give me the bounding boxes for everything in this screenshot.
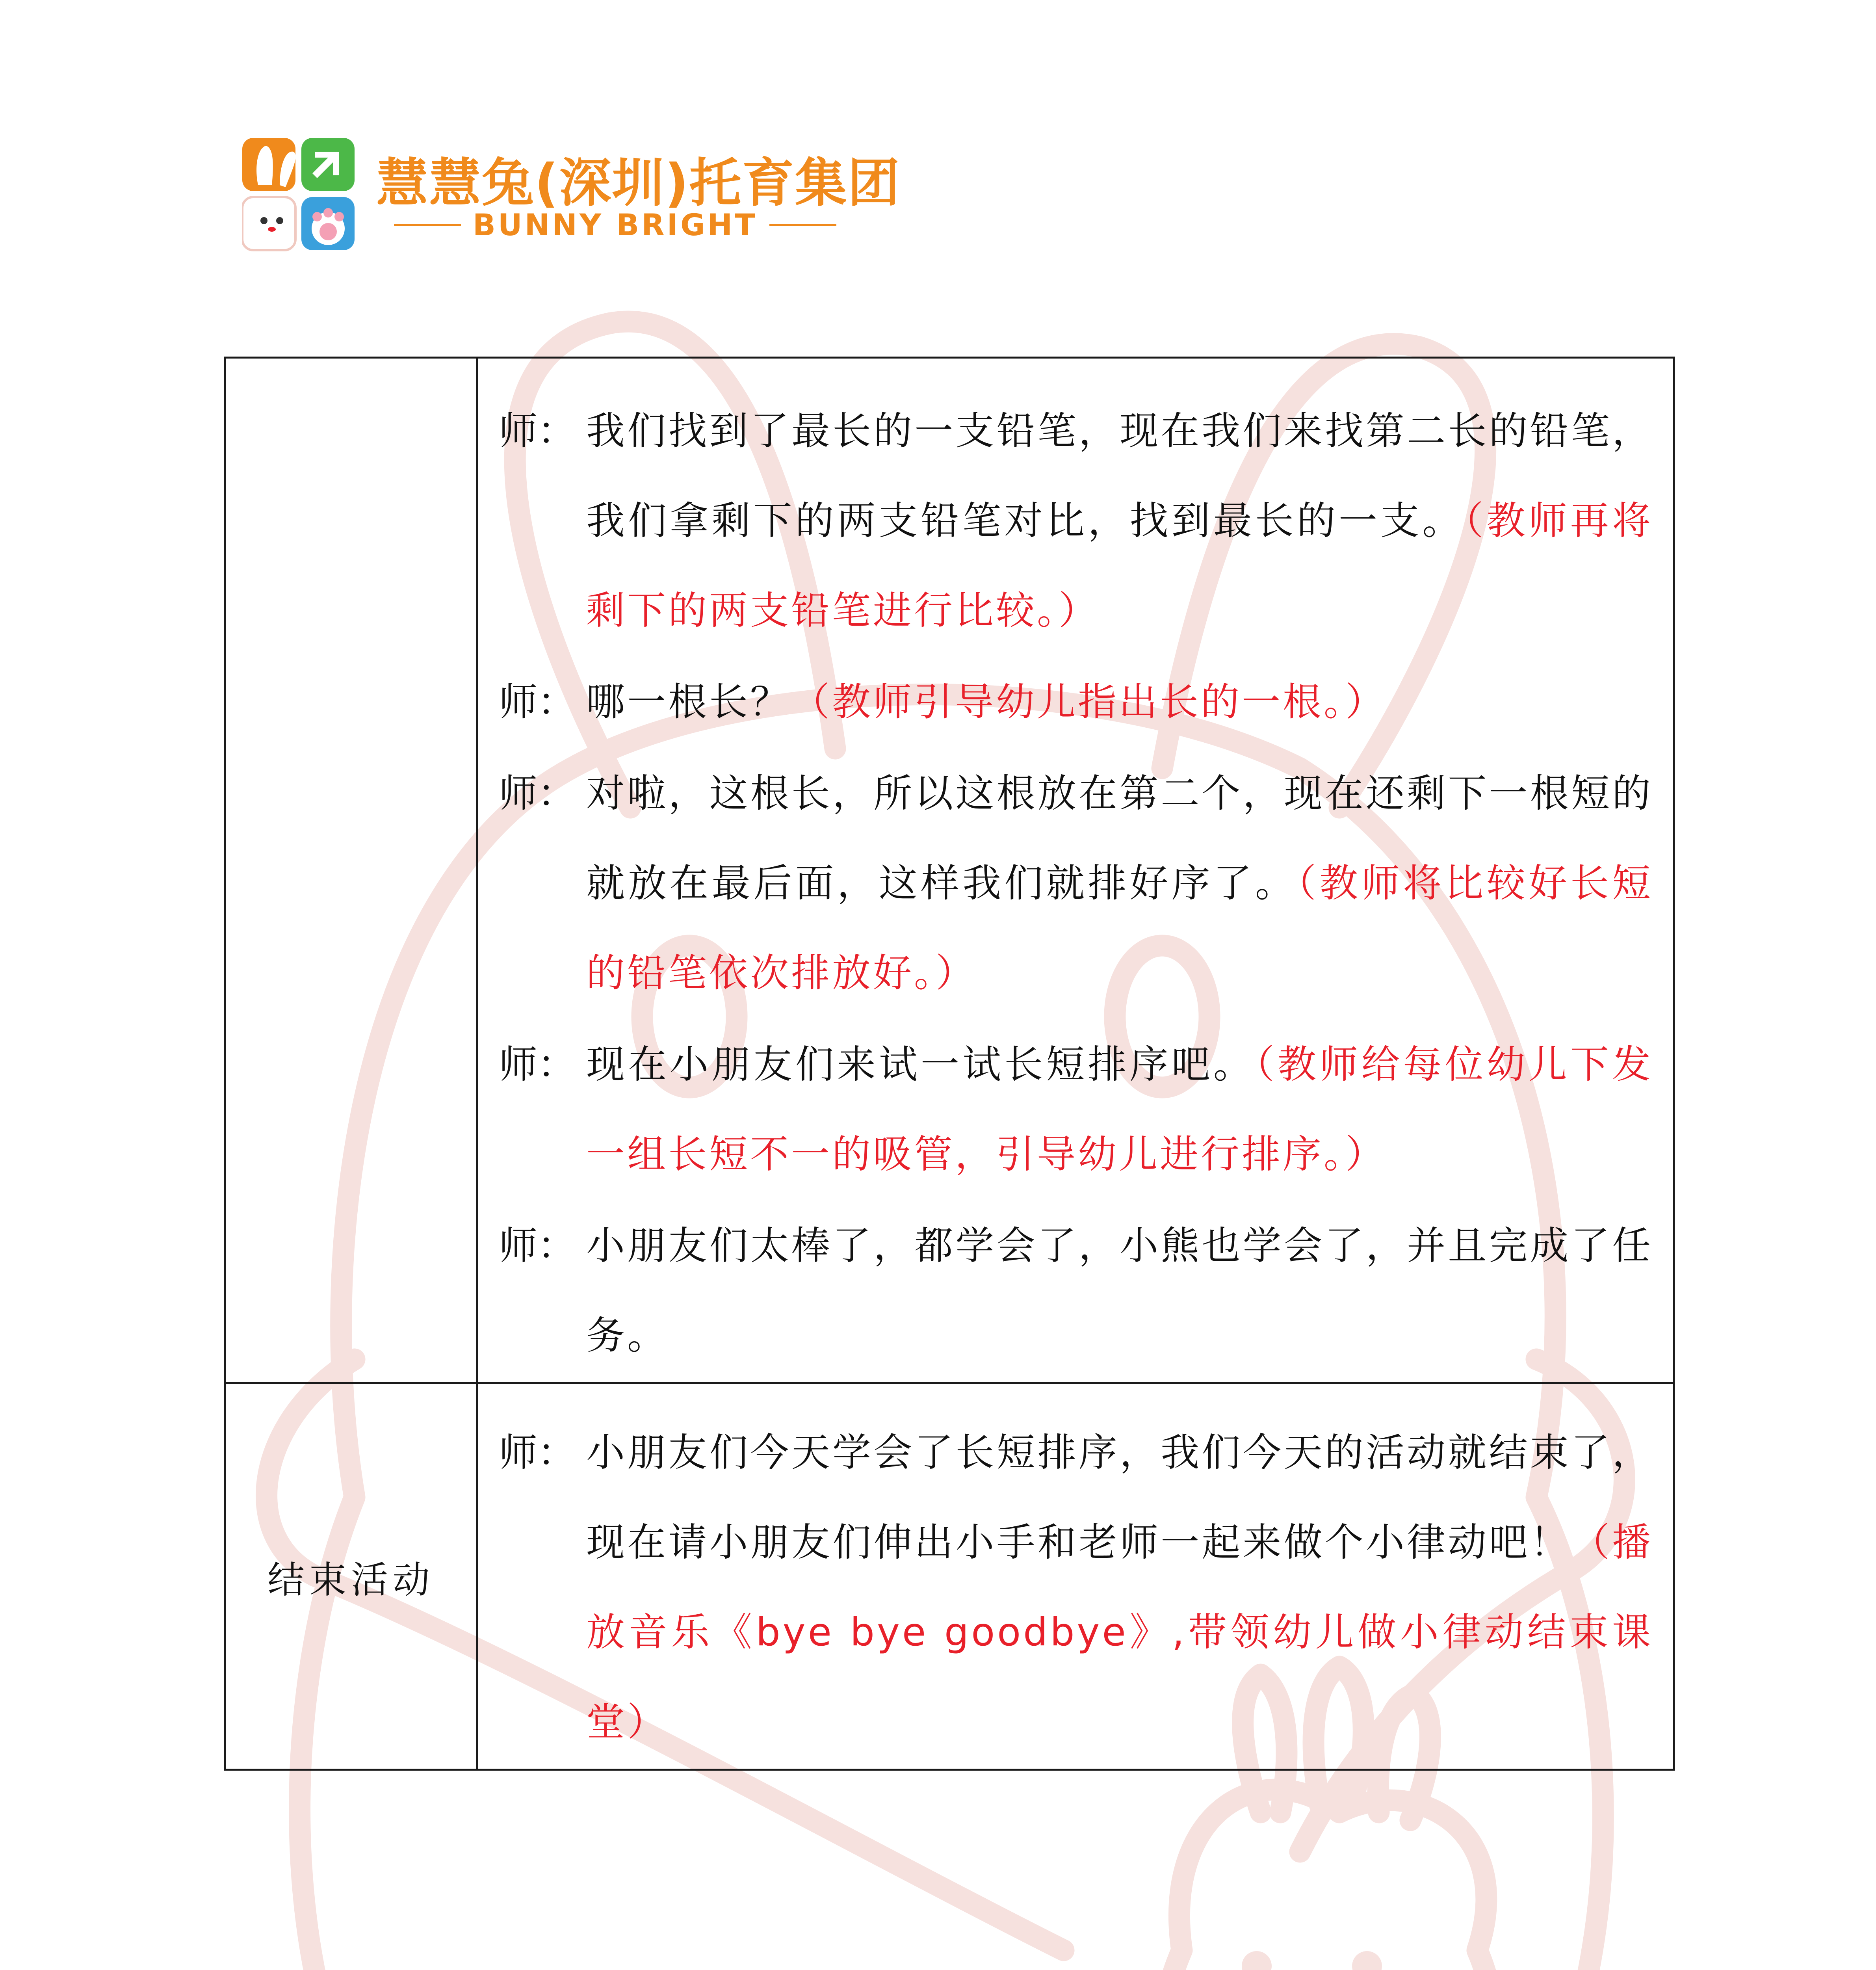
teacher-line: 对啦，这根长，所以这根放在第二个，现在还剩下一根短的就放在最后面，这样我们就排好序了。: [586, 771, 1653, 906]
dialogue-text: [586, 749, 1653, 1018]
brand-name-cn: 慧慧兔(深圳)托育集团: [376, 153, 901, 214]
speaker-label: 师：: [499, 1042, 576, 1087]
row-content-cell: [477, 358, 1674, 1383]
row-content-cell: [477, 1383, 1674, 1770]
dialogue-paragraph: [499, 1201, 1653, 1381]
teacher-line: 我们找到了最长的一支铅笔，现在我们来找第二长的铅笔，我们拿剩下的两支铅笔对比，找到最长的一支。: [586, 409, 1653, 543]
brand-dash-left: [394, 224, 461, 226]
row-label-cell: 结束活动: [225, 1383, 477, 1770]
row-label-cell: [225, 358, 477, 1383]
header-logo: [242, 130, 901, 264]
brand-dash-right: [769, 224, 836, 226]
teacher-note: （播放音乐《bye bye goodbye》,带领幼儿做小律动结束课堂）: [586, 1520, 1653, 1745]
dialogue-paragraph: [499, 386, 1653, 656]
dialogue-text: [586, 386, 1653, 656]
teacher-note: （教师引导幼儿指出长的一根。）: [791, 680, 1387, 725]
teacher-line: 小朋友们太棒了，都学会了，小熊也学会了，并且完成了任务。: [586, 1223, 1653, 1358]
teacher-note: （教师将比较好长短的铅笔依次排放好。）: [586, 861, 1653, 996]
dialogue-paragraph: [499, 749, 1653, 1018]
speaker-label: 师：: [499, 680, 576, 725]
dialogue-paragraph: [499, 657, 1653, 747]
teacher-line: 小朋友们今天学会了长短排序，我们今天的活动就结束了，现在请小朋友们伸出小手和老师一起来做个小律动吧！: [586, 1430, 1653, 1565]
teacher-line: 现在小朋友们来试一试长短排序吧。: [586, 1042, 1255, 1087]
table-row-closing: [225, 1383, 1674, 1770]
brand-name-en-text: BUNNY BRIGHT: [473, 207, 758, 242]
dialogue-text: [586, 1408, 1653, 1767]
brand-name-en: [394, 207, 851, 242]
dialogue-text: [586, 657, 1653, 747]
speaker-label: 师：: [499, 409, 576, 453]
teacher-note: （教师给每位幼儿下发一组长短不一的吸管，引导幼儿进行排序。）: [586, 1042, 1653, 1177]
dialogue-paragraph: [499, 1408, 1653, 1767]
teacher-line: 哪一根长？: [586, 680, 791, 725]
dialogue-paragraph: [499, 1020, 1653, 1199]
bunny-bright-logo-icon: [242, 138, 357, 252]
teacher-note: （教师再将剩下的两支铅笔进行比较。）: [586, 498, 1653, 633]
speaker-label: 师：: [499, 771, 576, 816]
lesson-plan-table: [224, 357, 1675, 1771]
speaker-label: 师：: [499, 1223, 576, 1268]
table-row-activity: [225, 358, 1674, 1383]
dialogue-text: [586, 1201, 1653, 1381]
dialogue-text: [586, 1020, 1653, 1199]
speaker-label: 师：: [499, 1430, 576, 1475]
